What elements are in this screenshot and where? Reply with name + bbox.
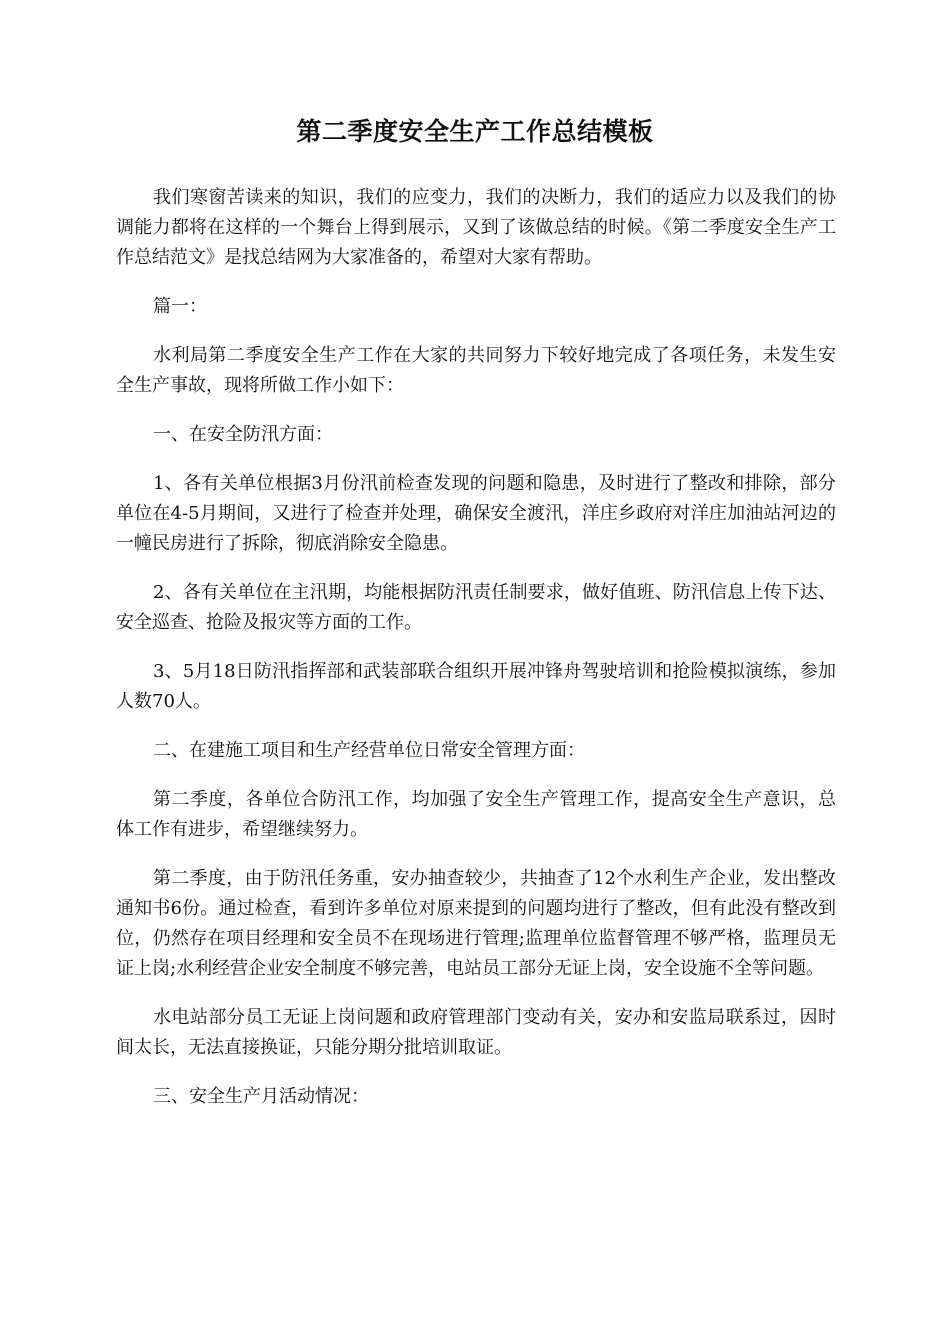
section-heading-construction-safety: 二、在建施工项目和生产经营单位日常安全管理方面：: [153, 740, 585, 761]
paragraph-construction-1: 第二季度，各单位合防汛工作，均加强了安全生产管理工作，提高安全生产意识，总体工作有进步，希望继续努力。: [116, 789, 836, 840]
paragraph-part-one-label: 篇一：: [153, 296, 207, 317]
document-body: [116, 183, 836, 1131]
section-heading-safety-month: 三、安全生产月活动情况：: [153, 1086, 369, 1107]
paragraph-construction-2: 第二季度，由于防汛任务重，安办抽查较少，共抽查了12个水利生产企业，发出整改通知书6份。通过检查，看到许多单位对原来提到的问题均进行了整改，但有此没有整改到位，仍然存在项目经理和安全员不在现场进行管理;监理单位监督管理不够严格，监理员无证上岗;水利经营企业安全制度不够完善，电站员工部分无证上岗，安全设施不全等问题。: [116, 868, 836, 979]
paragraph-flood-item-1: 1、各有关单位根据3月份汛前检查发现的问题和隐患，及时进行了整改和排除，部分单位在4-5月期间，又进行了检查并处理，确保安全渡汛，洋庄乡政府对洋庄加油站河边的一幢民房进行了拆除，彻底消除安全隐患。: [116, 473, 836, 554]
paragraph-flood-item-3: 3、5月18日防汛指挥部和武装部联合组织开展冲锋舟驾驶培训和抢险模拟演练，参加人数70人。: [116, 661, 836, 712]
document-title: 第二季度安全生产工作总结模板: [296, 117, 654, 146]
paragraph-intro: 我们寒窗苦读来的知识，我们的应变力，我们的决断力，我们的适应力以及我们的协调能力都将在这样的一个舞台上得到展示，又到了该做总结的时候。《第二季度安全生产工作总结范文》是找总结网为大家准备的，希望对大家有帮助。: [116, 187, 836, 268]
paragraph-flood-item-2: 2、各有关单位在主汛期，均能根据防汛责任制要求，做好值班、防汛信息上传下达、安全巡查、抢险及报灾等方面的工作。: [116, 582, 836, 633]
section-heading-flood-safety: 一、在安全防汛方面：: [153, 424, 333, 445]
paragraph-construction-3: 水电站部分员工无证上岗问题和政府管理部门变动有关，安办和安监局联系过，因时间太长，无法直接换证，只能分期分批培训取证。: [116, 1007, 836, 1058]
paragraph-summary-opening: 水利局第二季度安全生产工作在大家的共同努力下较好地完成了各项任务，未发生安全生产事故，现将所做工作小如下：: [116, 345, 836, 396]
